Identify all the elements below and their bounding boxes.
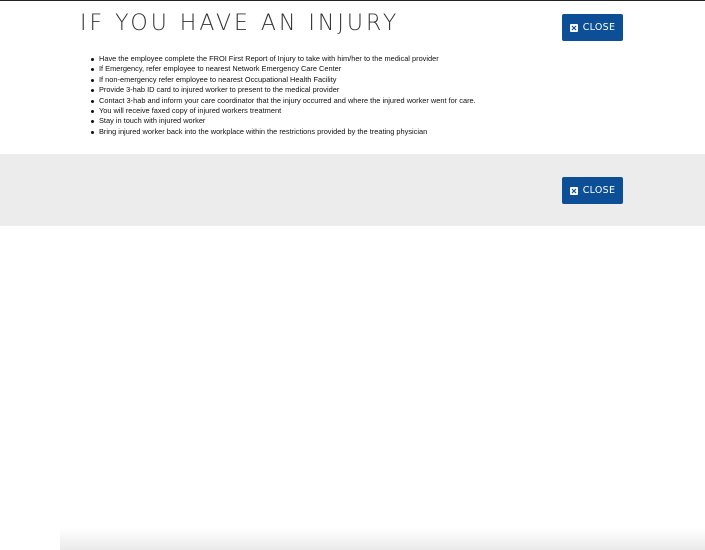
list-item: If non-emergency refer employee to nearest Occupational Health Facility — [99, 75, 476, 85]
list-item: Bring injured worker back into the workplace within the restrictions provided by the treating physician — [99, 127, 476, 137]
list-item: Have the employee complete the FROI First Report of Injury to take with him/her to the medical provider — [99, 54, 476, 64]
close-button[interactable] — [562, 14, 623, 41]
modal-title: IF YOU HAVE AN INJURY — [80, 11, 400, 36]
close-icon — [570, 187, 578, 195]
page-bottom-shadow — [60, 528, 705, 550]
close-button-label: CLOSE — [582, 185, 616, 196]
list-item: If Emergency, refer employee to nearest Network Emergency Care Center — [99, 64, 476, 74]
injury-instructions-list — [99, 54, 476, 137]
list-item: Stay in touch with injured worker — [99, 116, 476, 126]
list-item: You will receive faxed copy of injured workers treatment — [99, 106, 476, 116]
close-icon — [570, 24, 578, 32]
list-item: Contact 3-hab and inform your care coordinator that the injury occurred and where the injured worker went for care. — [99, 95, 476, 105]
list-item: Provide 3-hab ID card to injured worker to present to the medical provider — [99, 85, 476, 95]
modal-header — [0, 1, 705, 154]
close-button-label: CLOSE — [582, 22, 616, 33]
footer-close-button[interactable] — [562, 177, 623, 204]
